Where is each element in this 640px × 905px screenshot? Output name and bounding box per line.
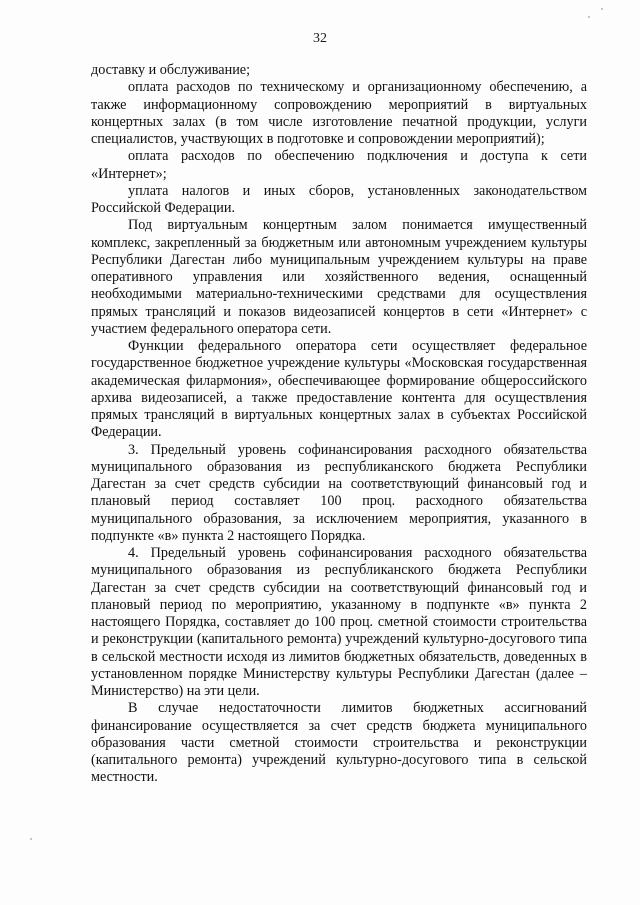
paragraph-delivery: доставку и обслуживание; bbox=[91, 62, 251, 78]
paragraph-internet-costs: оплата расходов по обеспечению подключения и доступа к сети «Интернет»; bbox=[91, 148, 587, 182]
paragraph-item-4: 4. Предельный уровень софинансирования расходного обязательства муниципального образования из республиканского бюджета Республики Дагестан за счет средств субсидии на соответствующий финансовый год и плановый период по мероприятию, указанному в подпункте «в» пункта 2 настоящего Порядка, составляет до 100 проц. сметной стоимости строительства и реконструкции (капитального ремонта) учреждений культурно-досугового типа в сельской местности исходя из лимитов бюджетных обязательств, доведенных в установленном порядке Министерству культуры Республики Дагестан (далее – Министерство) на эти цели. bbox=[91, 545, 587, 699]
paragraph-insufficient-limits: В случае недостаточности лимитов бюджетных ассигнований финансирование осуществляется за счет средств бюджета муниципального образования части сметной стоимости строительства и реконструкции (капитального ремонта) учреждений культурно-досугового типа в сельской местности. bbox=[91, 700, 587, 786]
page-number: 32 bbox=[313, 31, 327, 46]
paragraph-federal-operator: Функции федерального оператора сети осуществляет федеральное государственное бюджетное учреждение культуры «Московская государственная академическая филармония», обеспечивающее формирование общероссийского архива видеозаписей, а также предоставление контента для осуществления прямых трансляций в виртуальных концертных залах в субъектах Российской Федерации. bbox=[91, 338, 587, 441]
paragraph-item-3: 3. Предельный уровень софинансирования расходного обязательства муниципального образования из республиканского бюджета Республики Дагестан за счет средств субсидии на соответствующий финансовый год и плановый период составляет 100 проц. расходного обязательства муниципального образования, за исключением мероприятия, указанного в подпункте «в» пункта 2 настоящего Порядка. bbox=[91, 441, 587, 544]
scan-speck bbox=[30, 838, 32, 840]
paragraph-technical-costs: оплата расходов по техническому и организационному обеспечению, а также информационному сопровождению мероприятий в виртуальных концертных залах (в том числе изготовление печатной продукции, услуги специалистов, участвующих в подготовке и сопровождении мероприятий); bbox=[91, 79, 587, 147]
scan-speck bbox=[588, 16, 590, 18]
paragraph-virtual-hall-definition: Под виртуальным концертным залом понимается имущественный комплекс, закрепленный за бюджетным или автономным учреждением культуры Республики Дагестан либо муниципальным учреждением культуры на праве оперативного управления или хозяйственного ведения, оснащенный необходимыми материально-техническими средствами для осуществления прямых трансляций и показов видеозаписей концертов в сети «Интернет» с участием федерального оператора сети. bbox=[91, 217, 587, 337]
scan-speck bbox=[601, 8, 603, 10]
document-body bbox=[91, 62, 587, 787]
paragraph-taxes: уплата налогов и иных сборов, установленных законодательством Российской Федерации. bbox=[91, 182, 587, 216]
